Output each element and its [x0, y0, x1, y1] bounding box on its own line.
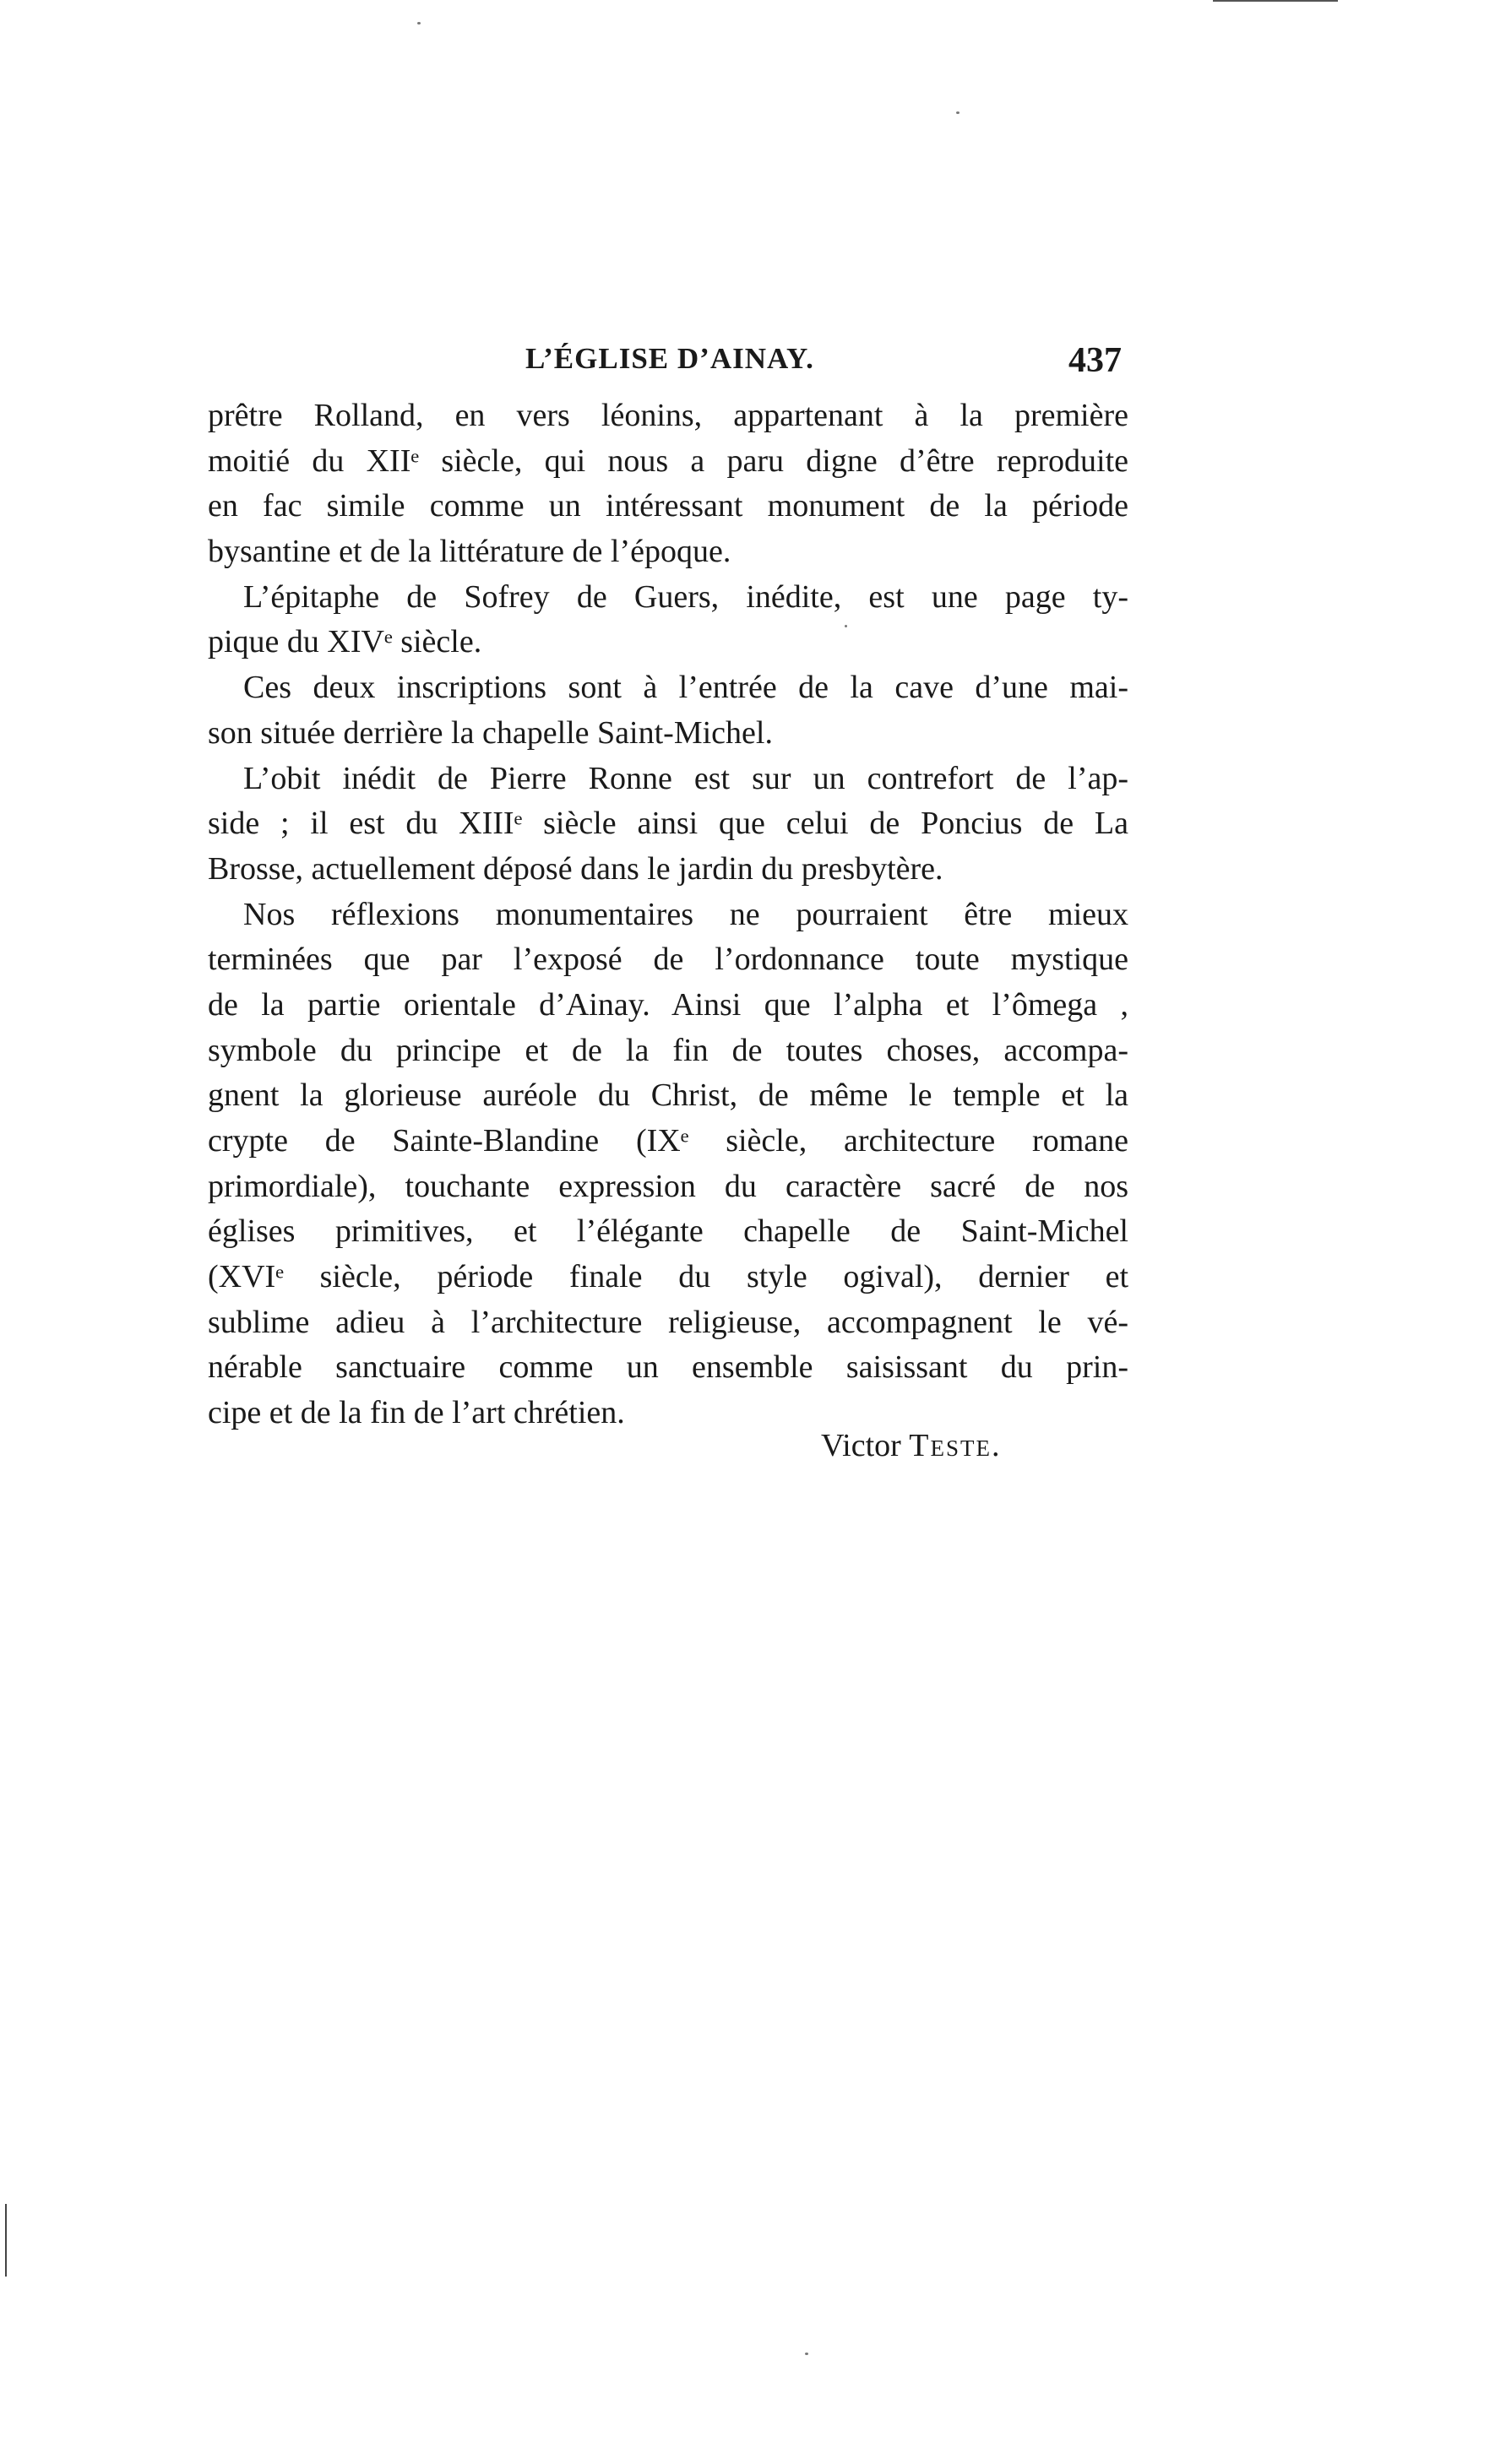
- running-title: L’ÉGLISE D’AINAY.: [525, 342, 814, 375]
- margin-mark: [5, 2204, 7, 2277]
- text-line: bysantine et de la littérature de l’époque.: [208, 534, 731, 570]
- body-text: [208, 393, 1128, 1436]
- text-line: pique du XIVᵉ siècle.: [208, 624, 482, 660]
- text-line: L’épitaphe de Sofrey de Guers, inédite, est une page ty-: [243, 578, 1128, 615]
- running-head: [208, 342, 1122, 384]
- text-line: crypte de Sainte-Blandine (IXᵉ siècle, architecture romane: [208, 1123, 1128, 1159]
- ink-speck: [956, 111, 960, 114]
- author-first-name: Victor: [821, 1428, 901, 1463]
- ink-speck: [805, 2353, 808, 2355]
- text-line: en fac simile comme un intéressant monument de la période: [208, 488, 1128, 524]
- text-line: primordiale), touchante expression du caractère sacré de nos: [208, 1168, 1128, 1204]
- text-line: sublime adieu à l’architecture religieuse, accompagnent le vé-: [208, 1304, 1128, 1340]
- text-line: Ces deux inscriptions sont à l’entrée de la cave d’une mai-: [243, 670, 1128, 706]
- text-line: églises primitives, et l’élégante chapelle de Saint-Michel: [208, 1213, 1128, 1250]
- text-line: terminées que par l’exposé de l’ordonnance toute mystique: [208, 942, 1128, 978]
- page-number: 437: [1068, 341, 1122, 380]
- text-line: son située derrière la chapelle Saint-Michel.: [208, 714, 773, 751]
- text-line: Brosse, actuellement déposé dans le jardin du presbytère.: [208, 850, 943, 887]
- text-line: moitié du XIIᵉ siècle, qui nous a paru digne d’être reproduite: [208, 442, 1128, 479]
- text-line: nérable sanctuaire comme un ensemble saisissant du prin-: [208, 1349, 1128, 1386]
- text-line: L’obit inédit de Pierre Ronne est sur un contrefort de l’ap-: [243, 760, 1128, 796]
- text-line: gnent la glorieuse auréole du Christ, de même le temple et la: [208, 1077, 1128, 1114]
- text-line: prêtre Rolland, en vers léonins, appartenant à la première: [208, 398, 1128, 433]
- author-signature: [821, 1427, 1002, 1464]
- text-line: (XVIᵉ siècle, période finale du style ogival), dernier et: [208, 1259, 1128, 1295]
- text-line: Nos réflexions monumentaires ne pourraient être mieux: [243, 896, 1128, 932]
- text-line: cipe et de la fin de l’art chrétien.: [208, 1395, 625, 1431]
- text-line: de la partie orientale d’Ainay. Ainsi que l’alpha et l’ômega ,: [208, 986, 1128, 1023]
- text-line: symbole du principe et de la fin de toutes choses, accompa-: [208, 1032, 1128, 1068]
- text-line: side ; il est du XIIIᵉ siècle ainsi que celui de Poncius de La: [208, 806, 1128, 842]
- ink-speck: [417, 22, 421, 24]
- author-last-name: Teste.: [909, 1428, 1002, 1463]
- top-edge-rule: [1213, 0, 1338, 2]
